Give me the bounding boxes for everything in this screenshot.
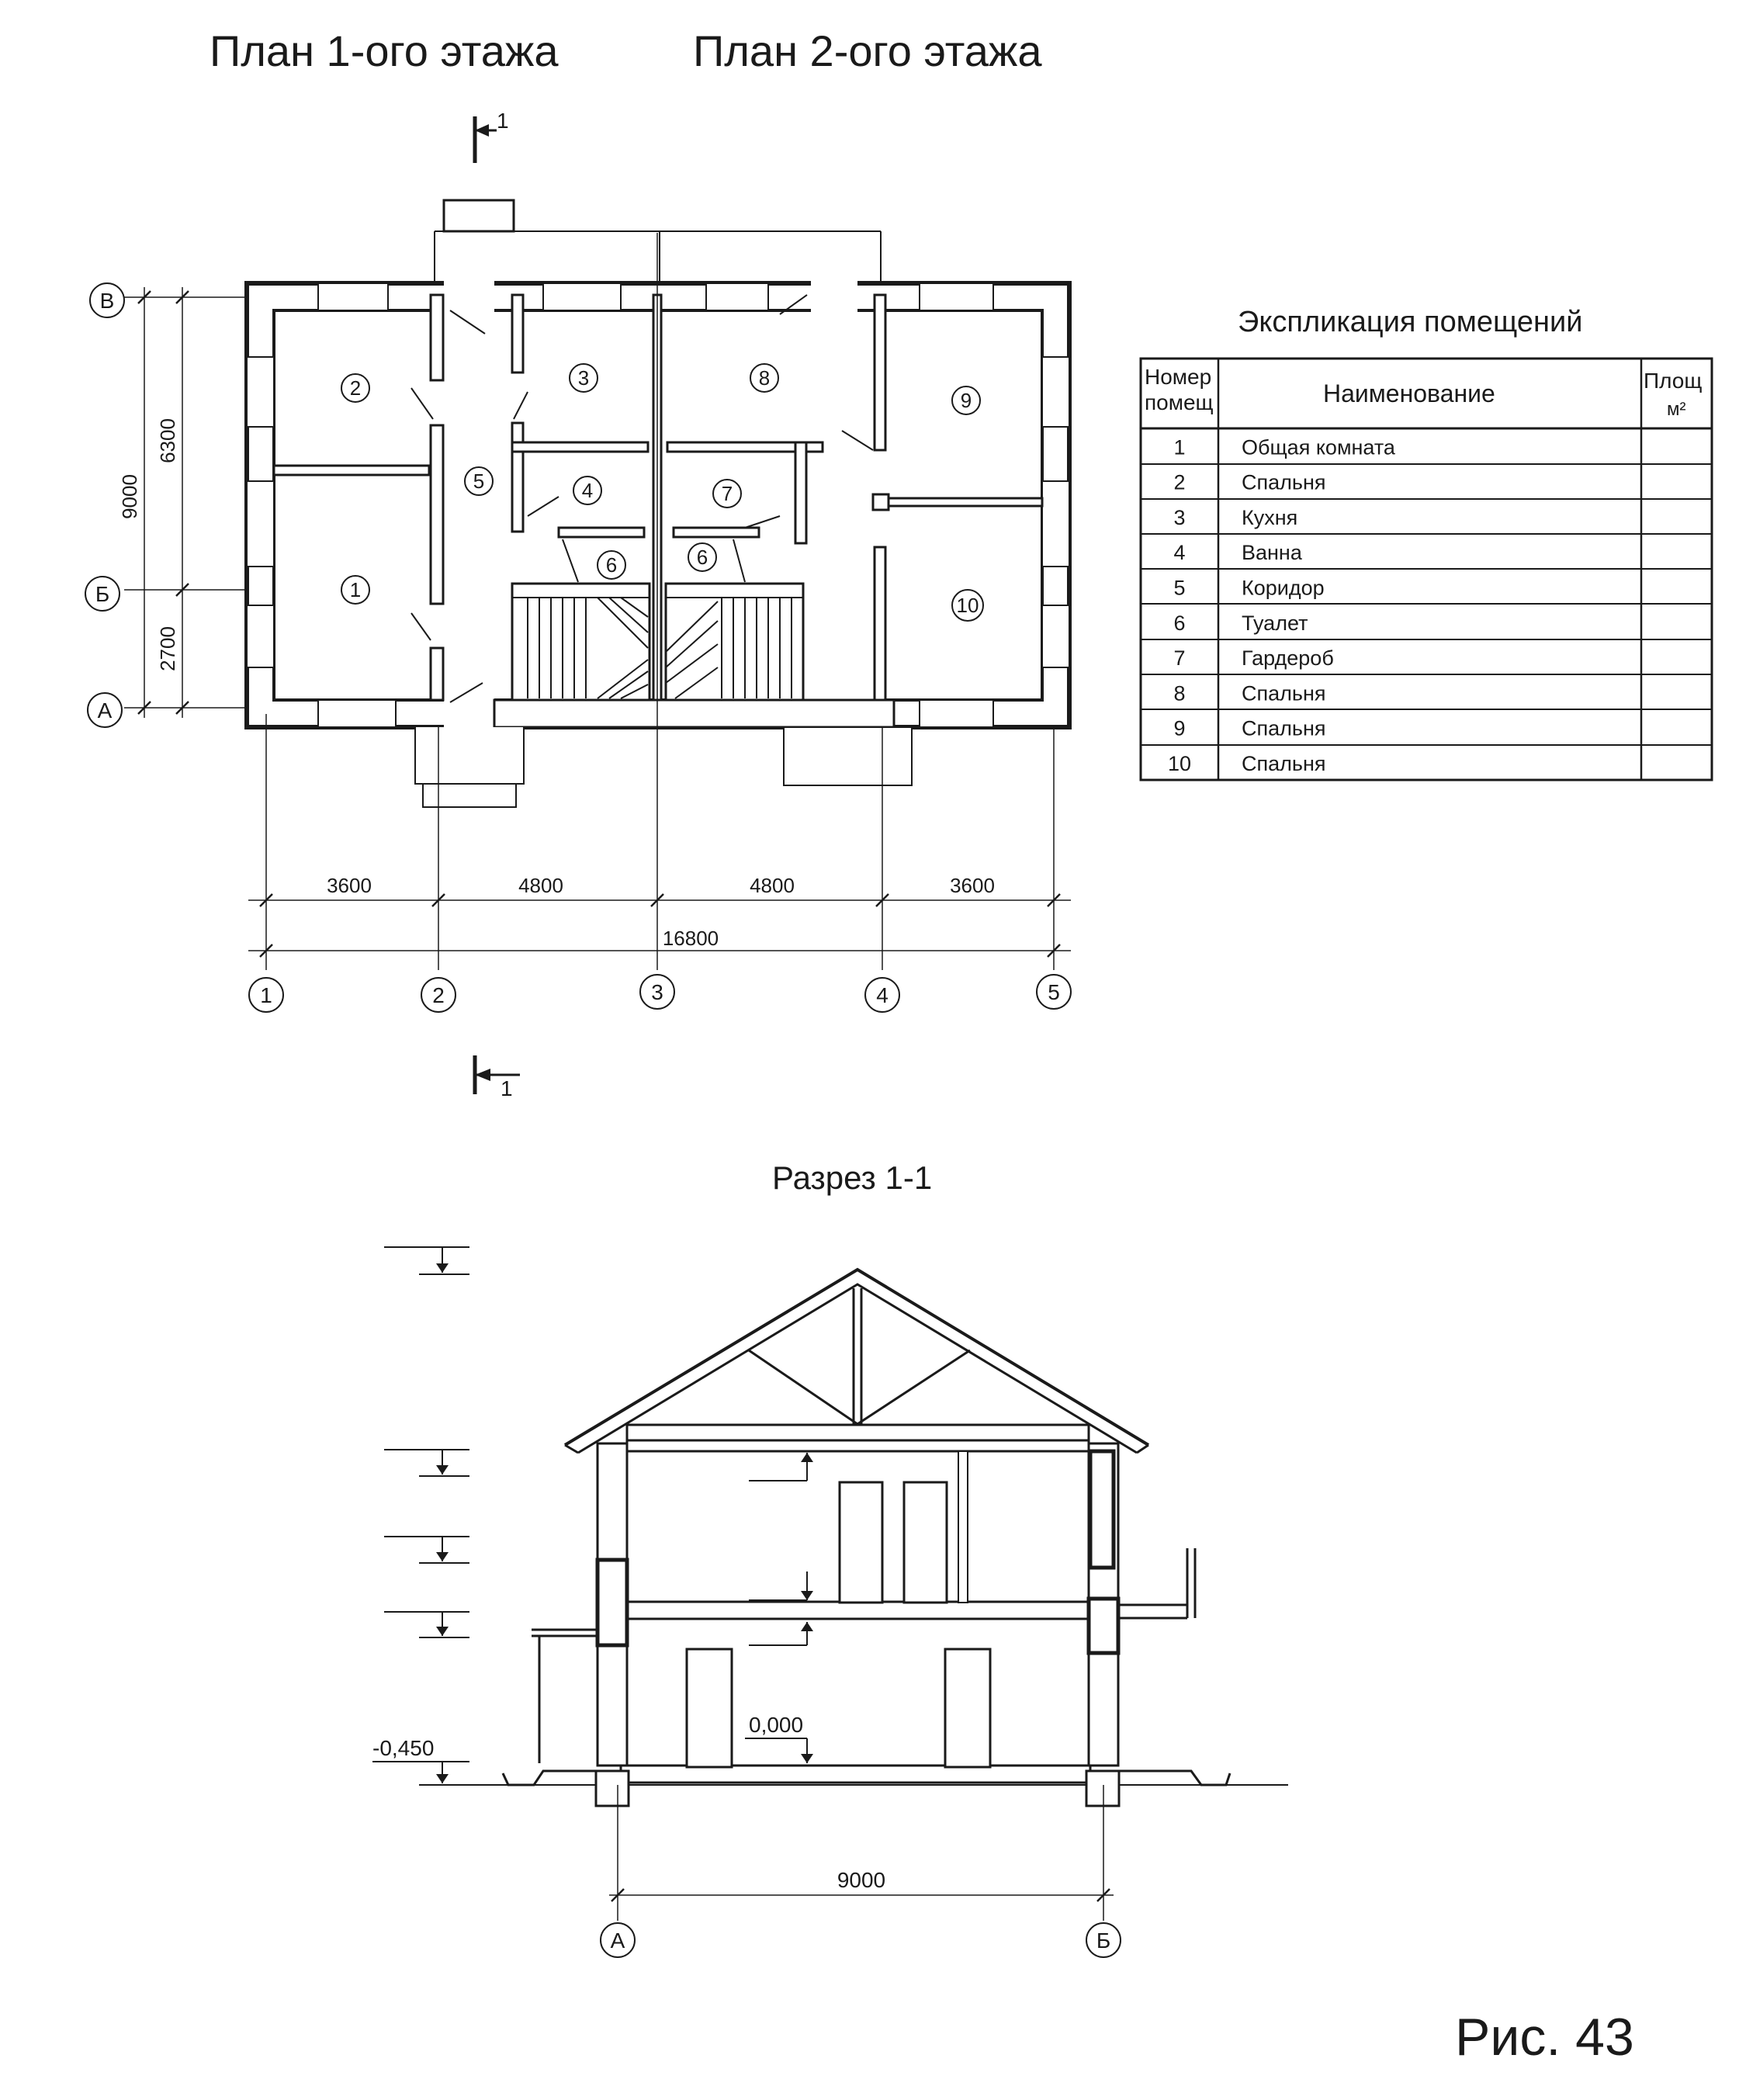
dim-4800-b: 4800	[750, 874, 795, 897]
room-number-9: 9	[960, 389, 972, 412]
axis-row-B: Б	[95, 582, 110, 606]
elevation-ground: -0,450	[372, 1736, 435, 1760]
explication-row-number: 9	[1173, 716, 1186, 740]
explication-row-number: 2	[1173, 470, 1186, 494]
explication-row-number: 6	[1173, 611, 1186, 635]
explication-row-name: Общая комната	[1242, 435, 1395, 459]
header-name: Наименование	[1323, 379, 1495, 407]
axis-col-3: 3	[651, 980, 663, 1004]
dim-6300: 6300	[156, 418, 179, 463]
figure-caption: Рис. 43	[1455, 2008, 1634, 2067]
explication-row-name: Спальня	[1242, 716, 1326, 740]
explication-row-number: 3	[1173, 505, 1186, 529]
axis-row-V: В	[99, 289, 115, 313]
room-number-6a: 6	[605, 553, 618, 577]
axis-col-5: 5	[1048, 980, 1060, 1004]
room-number-4: 4	[581, 479, 594, 502]
section-axis-B: Б	[1096, 1928, 1111, 1953]
section-mark-top	[475, 109, 509, 163]
header-area-2: м²	[1667, 399, 1686, 420]
section-dim-9000: 9000	[837, 1868, 886, 1892]
explication-row-name: Туалет	[1242, 611, 1308, 635]
dim-2700: 2700	[156, 626, 179, 671]
elevation-floor: 0,000	[749, 1713, 804, 1737]
floor-plans	[247, 200, 1069, 807]
room-number-8: 8	[758, 366, 771, 390]
header-number-2: помещ	[1145, 390, 1214, 414]
room-number-5: 5	[473, 470, 485, 493]
explication-row-number: 8	[1173, 681, 1186, 705]
section-mark-bottom-label: 1	[501, 1076, 513, 1100]
header-number-1: Номер	[1145, 365, 1212, 389]
dim-3600-b: 3600	[950, 874, 995, 897]
explication-row-name: Ванна	[1242, 541, 1302, 565]
explication-table	[1141, 306, 1712, 780]
section-mark-top-label: 1	[497, 109, 509, 133]
room-number-3: 3	[577, 366, 590, 390]
section-axis-A: А	[610, 1928, 625, 1953]
room-number-2: 2	[349, 376, 362, 400]
explication-row-name: Спальня	[1242, 752, 1326, 775]
dim-4800-a: 4800	[518, 874, 563, 897]
explication-row-name: Спальня	[1242, 681, 1326, 705]
explication-row-number: 1	[1173, 435, 1186, 459]
axis-row-A: А	[97, 698, 113, 723]
explication-row-name: Гардероб	[1242, 646, 1334, 671]
axis-col-1: 1	[260, 983, 272, 1007]
room-number-1: 1	[349, 578, 362, 601]
plan1-title: План 1-ого этажа	[210, 26, 559, 75]
dim-16800: 16800	[662, 927, 719, 950]
plan2-title: План 2-ого этажа	[693, 26, 1042, 75]
section-mark-bottom	[475, 1055, 520, 1100]
axis-col-2: 2	[432, 983, 445, 1007]
room-number-7: 7	[721, 482, 733, 505]
axis-col-4: 4	[876, 983, 889, 1007]
explication-row-number: 5	[1173, 576, 1186, 600]
explication-row-name: Коридор	[1242, 576, 1325, 600]
explication-row-name: Спальня	[1242, 470, 1326, 494]
room-number-10: 10	[956, 594, 979, 617]
dim-3600-a: 3600	[327, 874, 372, 897]
front-porch	[444, 200, 514, 231]
explication-row-number: 7	[1173, 646, 1186, 671]
header-area-1: Площ	[1644, 369, 1703, 393]
dim-9000: 9000	[118, 474, 141, 519]
explication-row-number: 10	[1167, 752, 1192, 775]
explication-row-name: Кухня	[1242, 505, 1298, 529]
explication-row-number: 4	[1173, 541, 1186, 565]
room-number-6b: 6	[696, 546, 708, 569]
section-drawing	[372, 1247, 1288, 1957]
explication-title: Экспликация помещений	[1238, 306, 1583, 338]
section-title: Разрез 1-1	[772, 1159, 933, 1196]
